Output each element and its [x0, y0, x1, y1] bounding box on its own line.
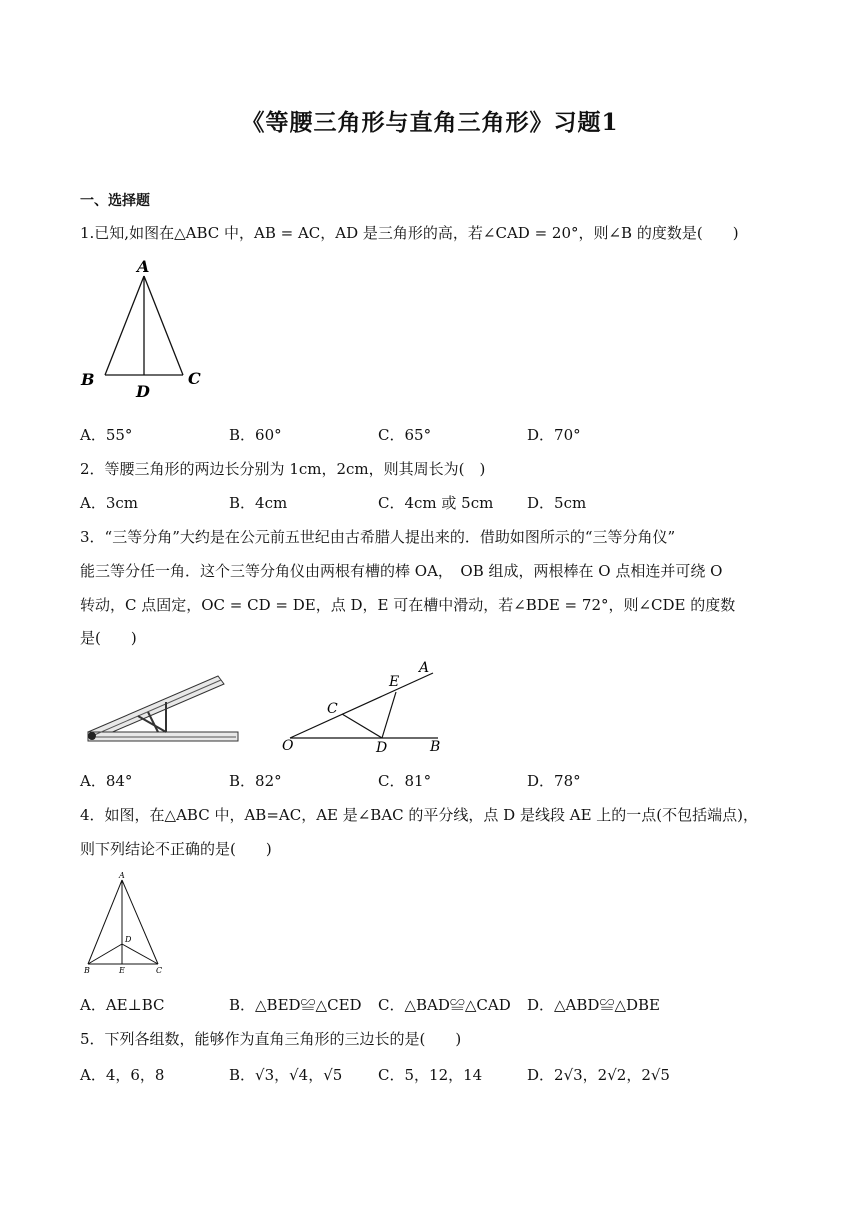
- section-heading: 一、选择题: [80, 193, 150, 209]
- q2-option-d: D．5cm: [527, 494, 587, 512]
- q4-triangle-figure: [78, 868, 173, 978]
- q3-label-o: O: [282, 738, 294, 754]
- q5-option-b: B．√3，√4，√5: [229, 1066, 343, 1084]
- q4-line-1: 4．如图，在△ABC 中，AB=AC，AE 是∠BAC 的平分线，点 D 是线段 AE 上的一点(不包括端点)，: [80, 806, 758, 824]
- q1-option-c: C．65°: [378, 426, 432, 444]
- q2-text: 2．等腰三角形的两边长分别为 1cm，2cm，则其周长为( ): [80, 460, 486, 478]
- q1-label-d: D: [136, 382, 150, 400]
- q5-option-d: D．2√3，2√2，2√5: [527, 1066, 670, 1084]
- q4-option-d: D．△ABD≌△DBE: [527, 996, 660, 1014]
- q1-option-a: A．55°: [80, 426, 133, 444]
- q1-label-b: B: [81, 370, 95, 389]
- q4-label-e: E: [119, 966, 125, 975]
- q1-text: 1.已知,如图在△ABC 中，AB = AC，AD 是三角形的高，若∠CAD = 20°，则∠B 的度数是( ): [80, 224, 739, 242]
- page-title: 《等腰三角形与直角三角形》习题1: [241, 109, 619, 136]
- q3-geometry-figure: [278, 658, 453, 756]
- q3-segment-cd: [342, 714, 382, 738]
- q3-label-a: A: [419, 660, 430, 676]
- q4-side-ac: [122, 880, 158, 964]
- q3-label-e: E: [389, 674, 400, 690]
- q3-ray-oa: [290, 673, 433, 738]
- q4-segment-bd: [88, 944, 122, 964]
- q3-label-b: B: [430, 739, 441, 755]
- q5-text: 5．下列各组数，能够作为直角三角形的三边长的是( ): [80, 1030, 462, 1048]
- q4-line-2: 则下列结论不正确的是( ): [80, 840, 272, 858]
- q4-label-a: A: [119, 871, 125, 880]
- q1-label-a: A: [137, 257, 150, 276]
- q1-side-ac: [144, 276, 183, 375]
- q3-label-c: C: [327, 701, 338, 717]
- q4-option-c: C．△BAD≌△CAD: [378, 996, 511, 1014]
- q3-line-2: 能三等分任一角．这个三等分角仪由两根有槽的棒 OA， OB 组成，两根棒在 O 点相连并可绕 O: [80, 562, 723, 580]
- q3-line-4: 是( ): [80, 629, 137, 647]
- q5-option-c: C．5，12，14: [378, 1066, 483, 1084]
- q5-option-a: A．4，6，8: [80, 1066, 165, 1084]
- q4-option-a: A．AE⊥BC: [80, 996, 165, 1014]
- q1-side-ab: [105, 276, 144, 375]
- q3-label-d: D: [376, 740, 388, 756]
- q3-option-b: B．82°: [229, 772, 282, 790]
- q4-label-c: C: [156, 966, 163, 975]
- q3-device-pivot: [88, 732, 96, 740]
- q3-line-1: 3．“三等分角”大约是在公元前五世纪由古希腊人提出来的．借助如图所示的“三等分角仪”: [80, 528, 676, 546]
- q1-label-c: C: [188, 369, 201, 388]
- q3-option-a: A．84°: [80, 772, 133, 790]
- q4-option-b: B．△BED≌△CED: [229, 996, 362, 1014]
- q2-option-b: B．4cm: [229, 494, 288, 512]
- q3-option-c: C．81°: [378, 772, 432, 790]
- q2-option-a: A．3cm: [80, 494, 139, 512]
- q3-option-d: D．78°: [527, 772, 581, 790]
- q3-line-3: 转动，C 点固定，OC = CD = DE，点 D，E 可在槽中滑动，若∠BDE = 72°，则∠CDE 的度数: [80, 596, 736, 614]
- q1-option-b: B．60°: [229, 426, 282, 444]
- q1-option-d: D．70°: [527, 426, 581, 444]
- q3-trisector-device-image: [78, 668, 248, 748]
- q4-side-ab: [88, 880, 122, 964]
- q3-segment-de: [382, 692, 396, 738]
- q1-triangle-figure: [78, 254, 208, 400]
- q2-option-c: C．4cm 或 5cm: [378, 494, 494, 512]
- q4-label-b: B: [84, 966, 90, 975]
- q4-label-d: D: [125, 935, 132, 944]
- q4-segment-cd: [122, 944, 158, 964]
